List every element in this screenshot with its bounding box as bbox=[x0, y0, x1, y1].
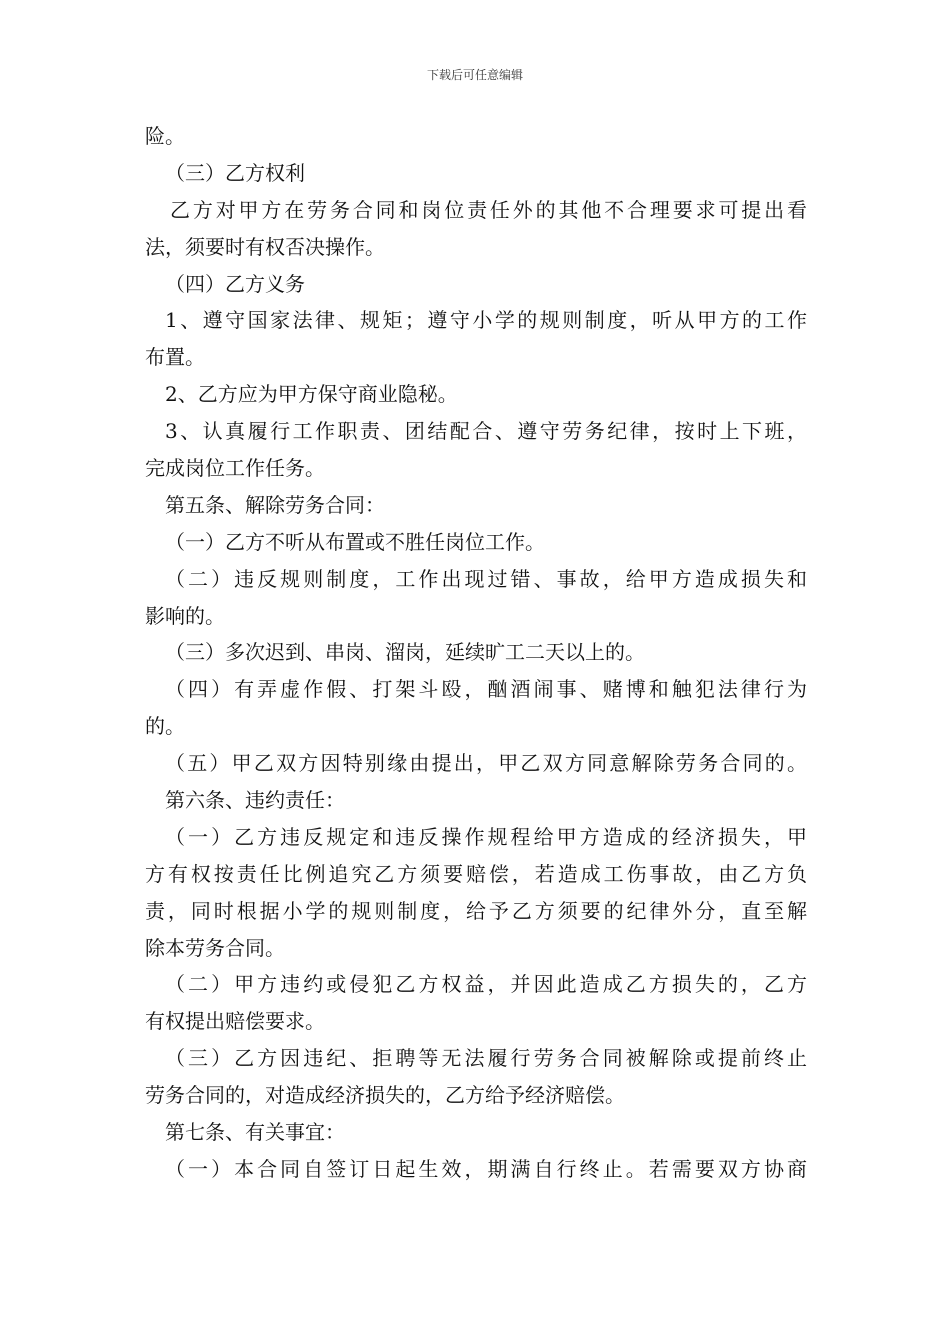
paragraph-line: 劳务合同的，对造成经济损失的，乙方给予经济赔偿。 bbox=[145, 1083, 625, 1108]
paragraph-line: 有权提出赔偿要求。 bbox=[145, 1009, 325, 1034]
document-body bbox=[145, 118, 807, 1188]
paragraph-line: （一）乙方不听从布置或不胜任岗位工作。 bbox=[165, 529, 545, 554]
paragraph-line: 影响的。 bbox=[145, 603, 225, 628]
paragraph-line: 责，同时根据小学的规则制度，给予乙方须要的纪律外分，直至解 bbox=[145, 898, 807, 923]
paragraph-line: 3、认真履行工作职责、团结配合、遵守劳务纪律，按时上下班， bbox=[165, 419, 807, 444]
paragraph-line: （二）甲方违约或侵犯乙方权益，并因此造成乙方损失的，乙方 bbox=[165, 972, 807, 997]
paragraph-line: （一）本合同自签订日起生效，期满自行终止。若需要双方协商 bbox=[165, 1156, 807, 1181]
page-header-note: 下载后可任意编辑 bbox=[426, 68, 523, 82]
paragraph-line: 2、乙方应为甲方保守商业隐秘。 bbox=[165, 382, 458, 407]
paragraph-line: 完成岗位工作任务。 bbox=[145, 456, 325, 481]
paragraph-line: （一）乙方违反规定和违反操作规程给甲方造成的经济损失，甲 bbox=[165, 824, 807, 849]
paragraph-line: 方有权按责任比例追究乙方须要赔偿，若造成工伤事故，由乙方负 bbox=[145, 861, 807, 886]
paragraph-line: 除本劳务合同。 bbox=[145, 935, 285, 960]
paragraph-line: （五）甲乙双方因特别缘由提出，甲乙双方同意解除劳务合同的。 bbox=[165, 751, 807, 776]
paragraph-line: （三）乙方因违纪、拒聘等无法履行劳务合同被解除或提前终止 bbox=[165, 1046, 807, 1071]
paragraph-line: 乙方对甲方在劳务合同和岗位责任外的其他不合理要求可提出看 bbox=[170, 197, 807, 222]
paragraph-line: 的。 bbox=[145, 714, 185, 739]
paragraph-line: （四）乙方义务 bbox=[165, 271, 305, 296]
paragraph-line: （三）多次迟到、串岗、溜岗，延续旷工二天以上的。 bbox=[165, 640, 645, 665]
paragraph-line: （二）违反规则制度，工作出现过错、事故，给甲方造成损失和 bbox=[165, 566, 807, 591]
paragraph-line: （三）乙方权利 bbox=[165, 160, 305, 185]
paragraph-line: 第五条、解除劳务合同： bbox=[165, 492, 385, 517]
paragraph-line: 法，须要时有权否决操作。 bbox=[145, 234, 385, 259]
paragraph-line: 布置。 bbox=[145, 345, 205, 370]
paragraph-line: 1、遵守国家法律、规矩；遵守小学的规则制度，听从甲方的工作 bbox=[165, 308, 807, 333]
paragraph-line: 第七条、有关事宜： bbox=[165, 1120, 345, 1145]
paragraph-line: 第六条、违约责任： bbox=[165, 788, 345, 813]
paragraph-line: 险。 bbox=[145, 124, 185, 148]
paragraph-line: （四）有弄虚作假、打架斗殴，酗酒闹事、赌博和触犯法律行为 bbox=[165, 677, 807, 702]
